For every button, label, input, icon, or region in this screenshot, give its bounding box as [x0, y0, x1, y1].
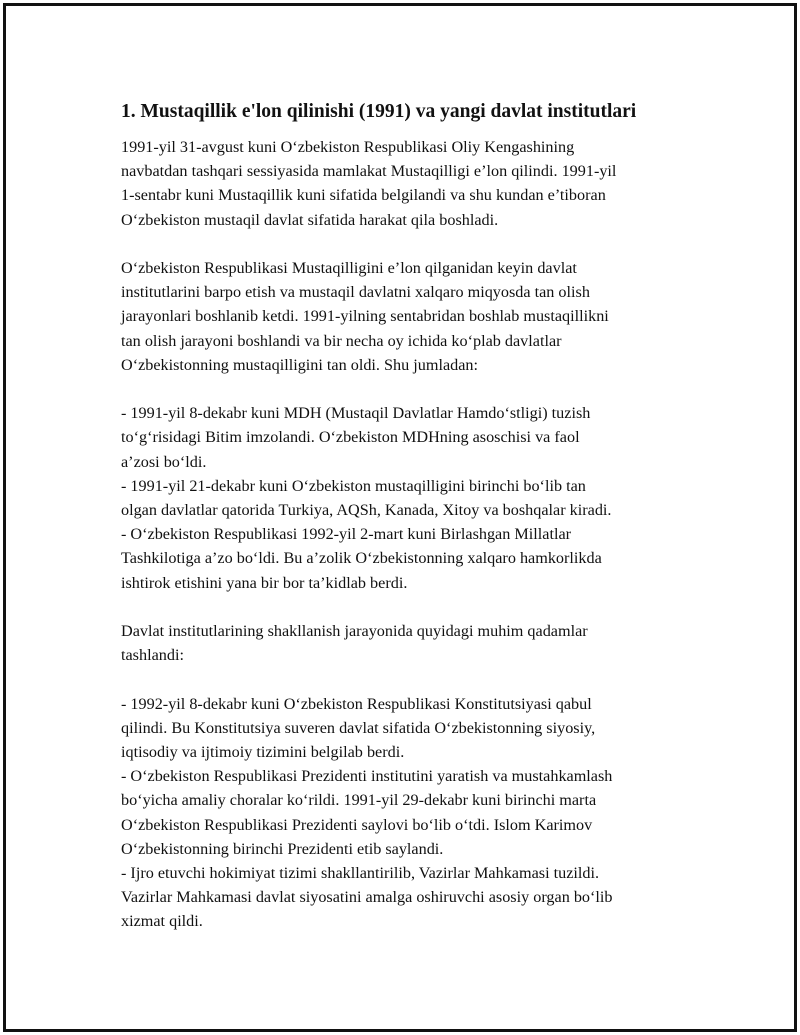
- text-line: O‘zbekiston Respublikasi Mustaqilligini e’lon qilganidan keyin davlat: [121, 259, 577, 277]
- text-line: to‘g‘risidagi Bitim imzolandi. O‘zbekiston MDHning asoschisi va faol: [121, 428, 580, 447]
- section-title: 1. Mustaqillik e'lon qilinishi (1991) va yangi davlat institutlari: [121, 101, 637, 122]
- document-body: [121, 99, 701, 958]
- text-line: ishtirok etishini yana bir bor ta’kidlab berdi.: [121, 573, 408, 592]
- text-line: O‘zbekistonning mustaqilligini tan oldi. Shu jumladan:: [121, 355, 478, 374]
- text-line: Vazirlar Mahkamasi davlat siyosatini amalga oshiruvchi asosiy organ bo‘lib: [121, 888, 613, 907]
- page-frame: [3, 3, 797, 1032]
- text-line: O‘zbekiston Respublikasi Prezidenti saylovi bo‘lib o‘tdi. Islom Karimov: [121, 815, 593, 834]
- paragraph-independence-declaration: [121, 135, 701, 232]
- list-item: [121, 764, 701, 861]
- text-line: tashlandi:: [121, 646, 184, 665]
- text-line: qilindi. Bu Konstitutsiya suveren davlat sifatida O‘zbekistonning siyosiy,: [121, 718, 596, 737]
- text-line: Tashkilotiga a’zo bo‘ldi. Bu a’zolik O‘zbekistonning xalqaro hamkorlikda: [121, 549, 602, 568]
- text-line: 1991-yil 31-avgust kuni O‘zbekiston Respublikasi Oliy Kengashining: [121, 138, 575, 156]
- list-item: [121, 401, 701, 474]
- text-line: - 1991-yil 8-dekabr kuni MDH (Mustaqil Davlatlar Hamdo‘stligi) tuzish: [121, 404, 591, 423]
- text-line: - 1991-yil 21-dekabr kuni O‘zbekiston mustaqilligini birinchi bo‘lib tan: [121, 476, 586, 495]
- list-item: [121, 692, 701, 765]
- recognition-list: [121, 401, 701, 595]
- text-line: 1-sentabr kuni Mustaqillik kuni sifatida belgilandi va shu kundan e’tiboran: [121, 186, 606, 205]
- text-line: O‘zbekistonning birinchi Prezidenti etib saylandi.: [121, 839, 444, 858]
- text-line: a’zosi bo‘ldi.: [121, 452, 207, 471]
- list-item: [121, 861, 701, 934]
- text-line: institutlarini barpo etish va mustaqil davlatni xalqaro miqyosda tan olish: [121, 283, 590, 302]
- paragraph-recognition: [121, 256, 701, 377]
- text-line: - O‘zbekiston Respublikasi Prezidenti institutini yaratish va mustahkamlash: [121, 767, 613, 786]
- text-line: xizmat qildi.: [121, 912, 203, 931]
- text-line: - 1992-yil 8-dekabr kuni O‘zbekiston Respublikasi Konstitutsiyasi qabul: [121, 694, 592, 713]
- text-line: tan olish jarayoni boshlandi va bir necha oy ichida ko‘plab davlatlar: [121, 331, 562, 350]
- list-item: [121, 522, 701, 595]
- list-item: [121, 474, 701, 522]
- institutions-list: [121, 692, 701, 934]
- text-line: O‘zbekiston mustaqil davlat sifatida harakat qila boshladi.: [121, 210, 499, 229]
- text-line: bo‘yicha amaliy choralar ko‘rildi. 1991-yil 29-dekabr kuni birinchi marta: [121, 791, 597, 810]
- text-line: Davlat institutlarining shakllanish jarayonida quyidagi muhim qadamlar: [121, 622, 588, 641]
- text-line: jarayonlari boshlanib ketdi. 1991-yilning sentabridan boshlab mustaqillikni: [121, 307, 609, 326]
- text-line: - Ijro etuvchi hokimiyat tizimi shakllantirilib, Vazirlar Mahkamasi tuzildi.: [121, 864, 600, 883]
- text-line: iqtisodiy va ijtimoiy tizimini belgilab berdi.: [121, 743, 405, 762]
- text-line: - O‘zbekiston Respublikasi 1992-yil 2-mart kuni Birlashgan Millatlar: [121, 525, 572, 544]
- text-line: olgan davlatlar qatorida Turkiya, AQSh, Kanada, Xitoy va boshqalar kiradi.: [121, 501, 612, 520]
- text-line: navbatdan tashqari sessiyasida mamlakat Mustaqilligi e’lon qilindi. 1991-yil: [121, 162, 617, 181]
- paragraph-institutions: [121, 619, 701, 667]
